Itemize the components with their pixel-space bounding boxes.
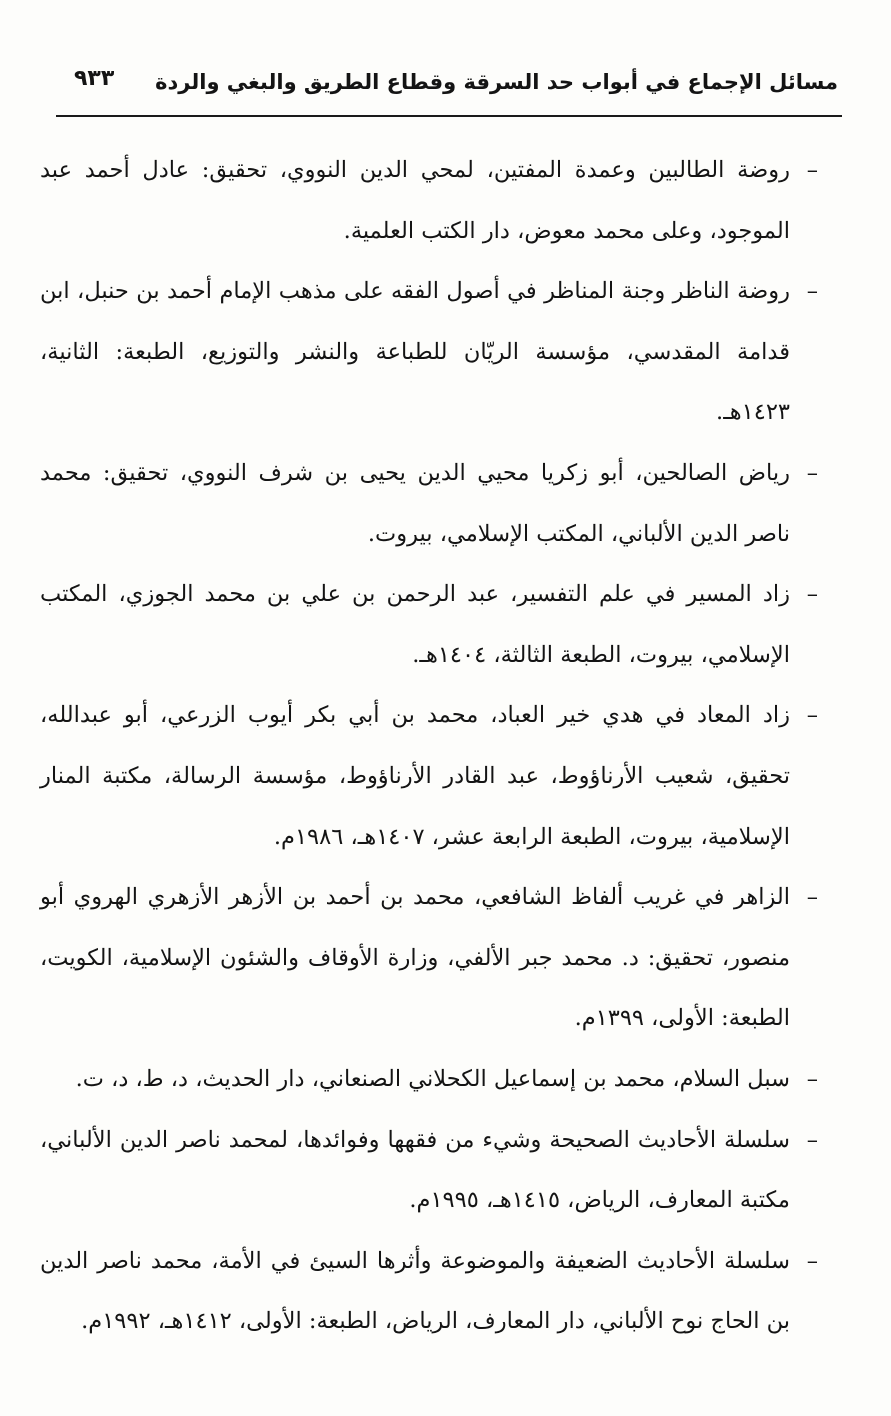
entry-dash: – — [806, 1126, 818, 1153]
entry-text: الزاهر في غريب ألفاظ الشافعي، محمد بن أحمد بن الأزهر الأزهري الهروي أبو منصور، تحقيق: د. محمد جبر الألفي، وزارة الأوقاف والشئون الإسلامية، الكويت، الطبعة: الأولى، ١٣٩٩م. — [40, 884, 790, 1032]
entry-dash: – — [806, 1247, 818, 1274]
bibliography-entry — [40, 867, 818, 1049]
bibliography-entry — [40, 443, 818, 564]
running-title: مسائل الإجماع في أبواب حد السرقة وقطاع الطريق والبغي والردة — [155, 70, 838, 94]
entry-text: روضة الطالبين وعمدة المفتين، لمحي الدين النووي، تحقيق: عادل أحمد عبد الموجود، وعلى محمد معوض، دار الكتب العلمية. — [40, 157, 790, 244]
bibliography-entry — [40, 1231, 818, 1352]
entry-dash: – — [806, 459, 818, 486]
entry-text: سلسلة الأحاديث الضعيفة والموضوعة وأثرها السيئ في الأمة، محمد ناصر الدين بن الحاج نوح الألباني، دار المعارف، الرياض، الطبعة: الأولى، ١٤١٢هـ، ١٩٩٢م. — [40, 1247, 790, 1335]
entry-dash: – — [806, 702, 818, 729]
entry-text: سلسلة الأحاديث الصحيحة وشيء من فقهها وفوائدها، لمحمد ناصر الدين الألباني، مكتبة المعارف، الرياض، ١٤١٥هـ، ١٩٩٥م. — [40, 1126, 790, 1214]
entry-dash: – — [806, 1065, 818, 1092]
page-header — [48, 64, 838, 112]
entry-text: زاد المعاد في هدي خير العباد، محمد بن أبي بكر أيوب الزرعي، أبو عبدالله، تحقيق، شعيب الأرناؤوط، عبد القادر الأرناؤوط، مؤسسة الرسالة، مكتبة المنار الإسلامية، بيروت، الطبعة الرابعة عشر، ١٤٠٧هـ، ١٩٨٦م. — [40, 702, 790, 850]
entry-dash: – — [806, 157, 818, 183]
entry-dash: – — [806, 278, 818, 305]
bibliography-entry — [40, 685, 818, 867]
entry-text: رياض الصالحين، أبو زكريا محيي الدين يحيى بن شرف النووي، تحقيق: محمد ناصر الدين الألباني، المكتب الإسلامي، بيروت. — [40, 459, 790, 547]
bibliography-entry — [40, 261, 818, 443]
bibliography-entry — [40, 564, 818, 685]
bibliography-list — [40, 140, 818, 1352]
page-number: ٩٣٣ — [74, 66, 115, 91]
header-rule — [56, 115, 842, 117]
entry-dash: – — [806, 581, 818, 608]
bibliography-entry — [40, 1110, 818, 1231]
entry-text: سبل السلام، محمد بن إسماعيل الكحلاني الصنعاني، دار الحديث، د، ط، د، ت. — [75, 1065, 790, 1092]
bibliography-entry — [40, 140, 818, 261]
entry-text: روضة الناظر وجنة المناظر في أصول الفقه على مذهب الإمام أحمد بن حنبل، ابن قدامة المقدسي، مؤسسة الريّان للطباعة والنشر والتوزيع، الطبعة: الثانية، ١٤٢٣هـ. — [40, 278, 790, 426]
entry-text: زاد المسير في علم التفسير، عبد الرحمن بن علي بن محمد الجوزي، المكتب الإسلامي، بيروت، الطبعة الثالثة، ١٤٠٤هـ. — [40, 581, 790, 668]
bibliography-entry — [40, 1049, 818, 1110]
entry-dash: – — [806, 884, 818, 911]
